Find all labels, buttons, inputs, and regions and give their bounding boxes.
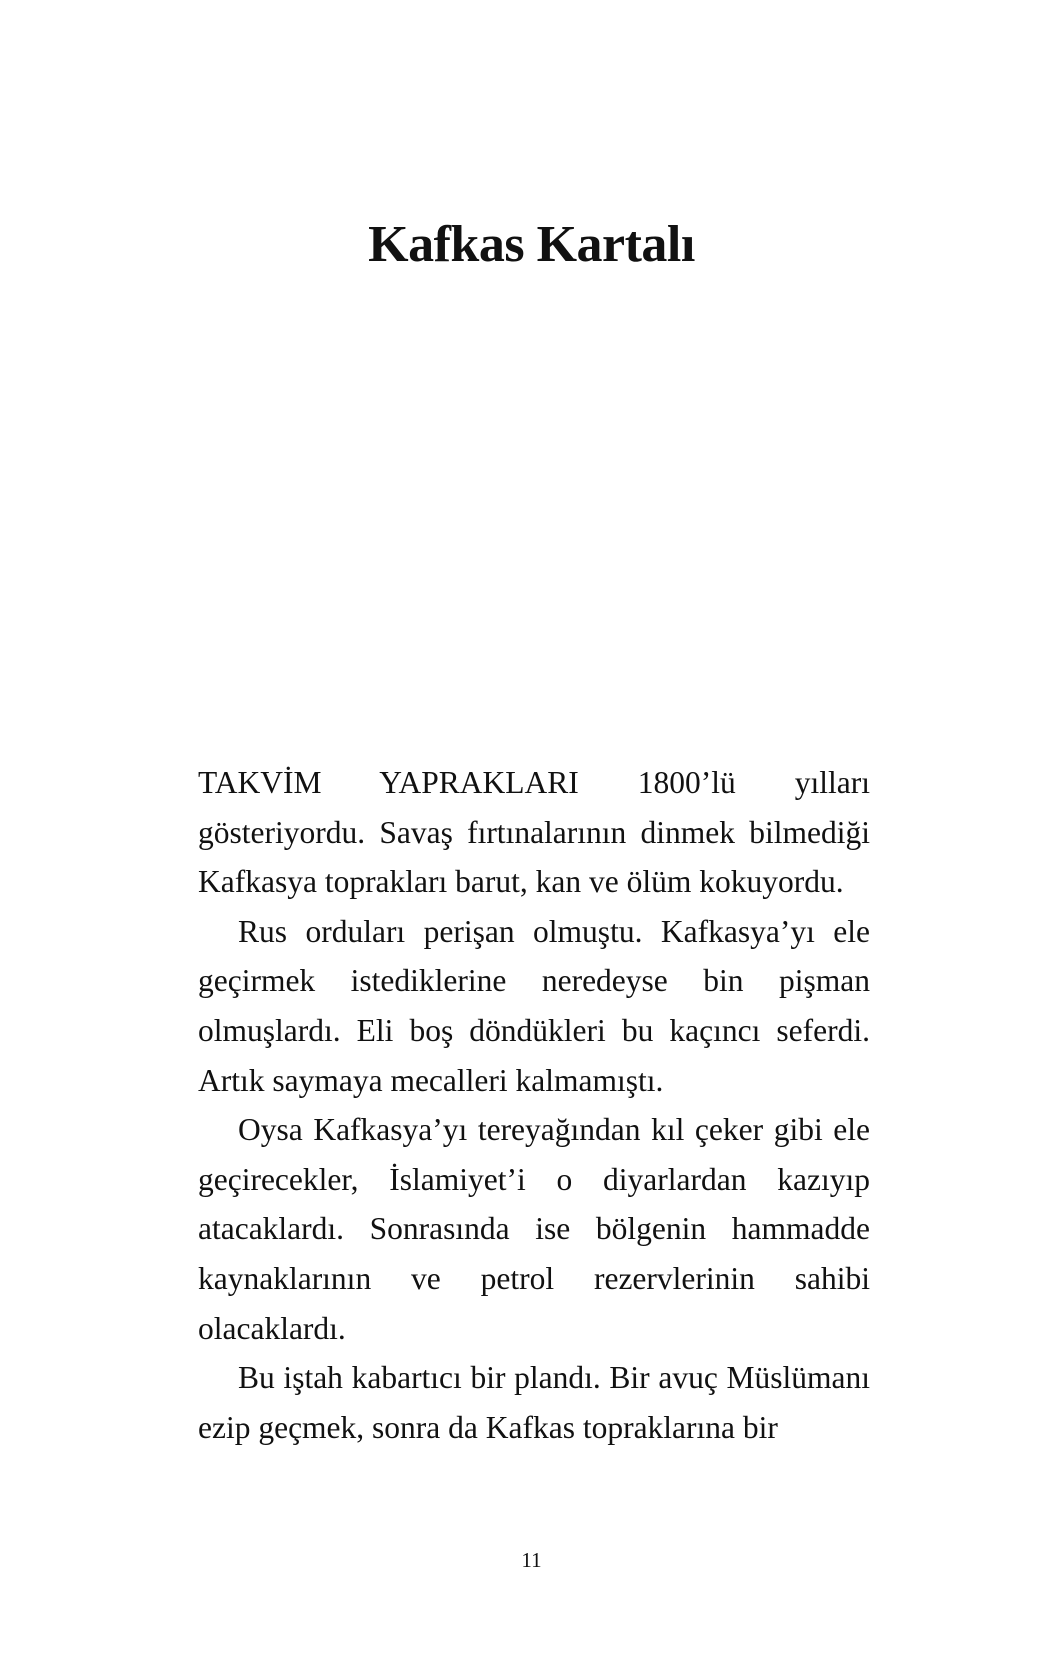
paragraph-1: TAKVİM YAPRAKLARI 1800’lü yılları gösteriyordu. Savaş fırtınalarının dinmek bilmediği Kafkasya toprakları barut, kan ve ölüm kokuyordu. <box>198 765 870 900</box>
body-text <box>198 758 870 1452</box>
paragraph-3: Oysa Kafkasya’yı tereyağından kıl çeker gibi ele geçirecekler, İslamiyet’i o diyarlardan kazıyıp atacaklardı. Sonrasında ise bölgenin hammadde kaynaklarının ve petrol rezervlerinin sahibi olacaklardı. <box>198 1112 870 1346</box>
paragraph-2: Rus orduları perişan olmuştu. Kafkasya’yı ele geçirmek istediklerine neredeyse bin pişman olmuşlardı. Eli boş döndükleri bu kaçıncı seferdi. Artık saymaya mecalleri kalmamıştı. <box>198 913 870 1098</box>
page-number: 11 <box>521 1548 542 1572</box>
chapter-title: Kafkas Kartalı <box>368 216 695 273</box>
paragraph-4: Bu iştah kabartıcı bir plandı. Bir avuç Müslümanı ezip geçmek, sonra da Kafkas topraklarına bir <box>198 1360 870 1445</box>
